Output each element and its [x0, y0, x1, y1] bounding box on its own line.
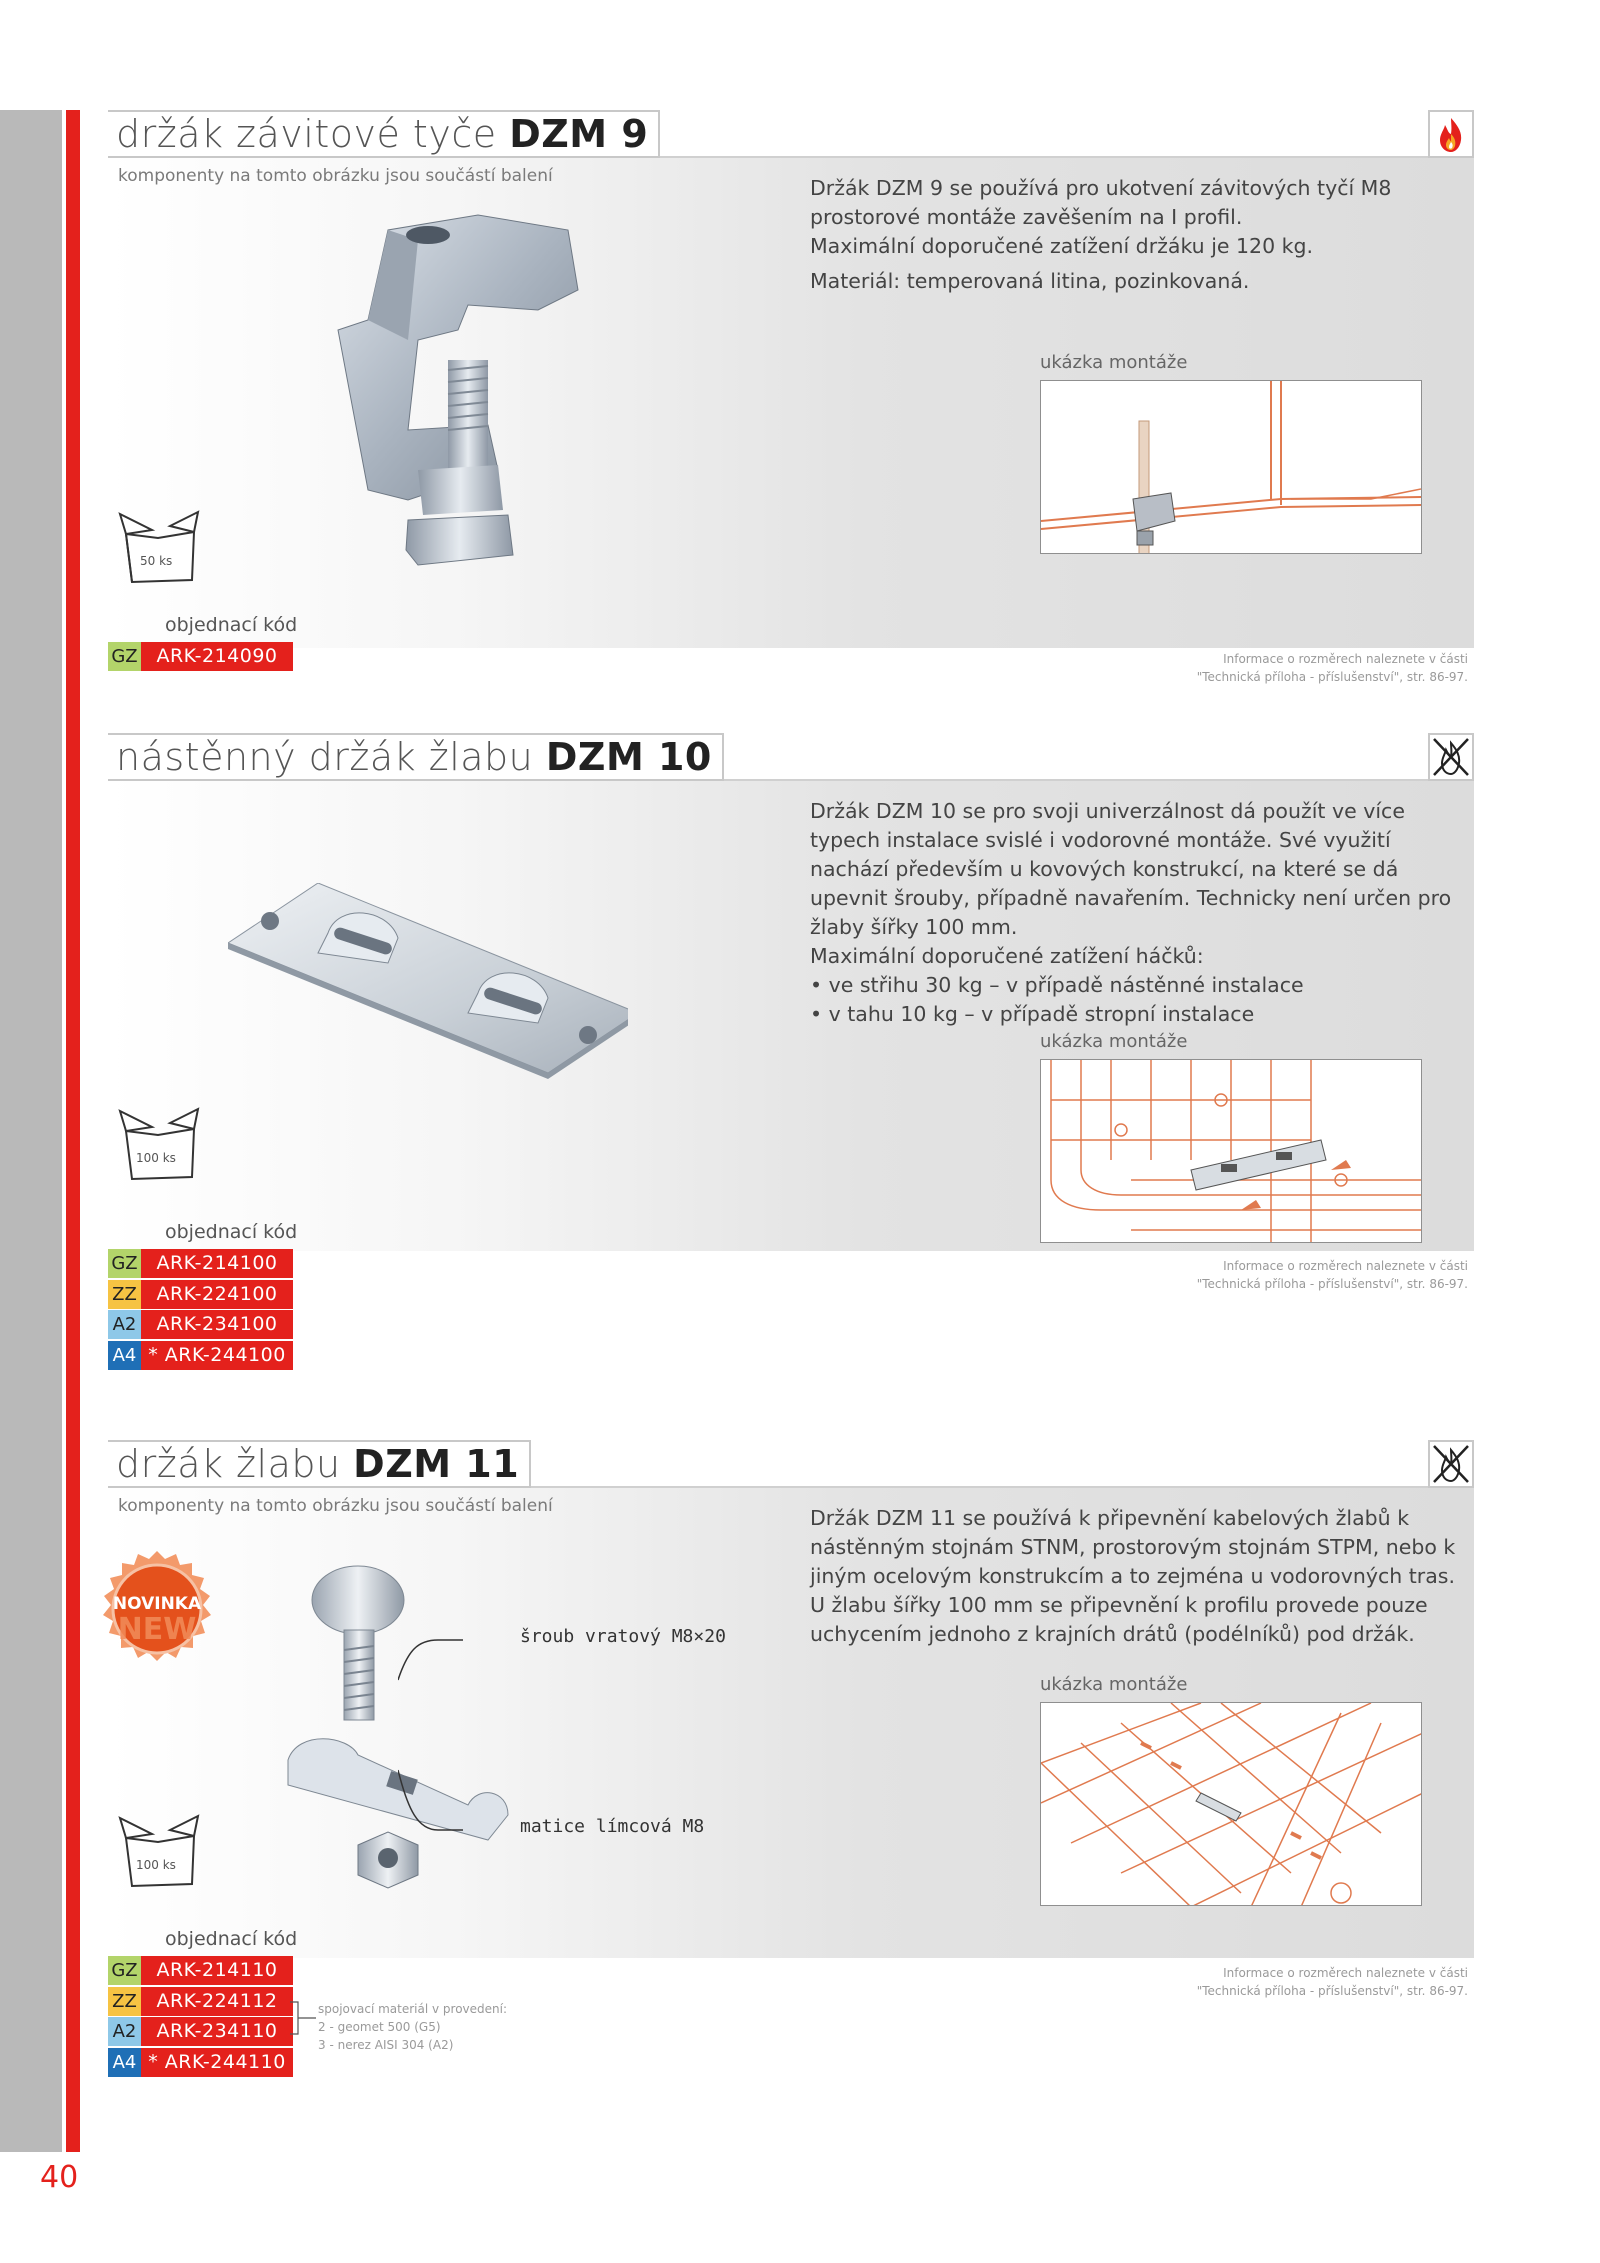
order-code-row: [108, 2048, 298, 2079]
package-icon: [118, 1812, 200, 1888]
code-variant-tag: GZ: [108, 1249, 141, 1278]
package-icon: [118, 508, 200, 584]
not-fire-resistant-icon: [1428, 1440, 1474, 1488]
order-code: ARK-214110: [141, 1956, 293, 1985]
title-light: nástěnný držák žlabu: [116, 735, 534, 779]
mount-illustration: [1040, 1059, 1422, 1243]
section-dzm10: [108, 733, 1474, 1373]
title-bold: DZM 11: [353, 1442, 520, 1486]
not-fire-resistant-icon: [1428, 733, 1474, 781]
order-codes: [108, 1249, 298, 1371]
order-code-label: objednací kód: [165, 1928, 298, 1950]
mount-label: ukázka montáže: [1040, 1031, 1188, 1052]
title-light: držák žlabu: [116, 1442, 341, 1486]
order-code-label: objednací kód: [165, 614, 298, 636]
order-code: ARK-234100: [141, 1310, 293, 1339]
package-qty: 50 ks: [140, 554, 173, 568]
info-note-line: Informace o rozměrech naleznete v části: [1223, 652, 1468, 666]
code-variant-tag: GZ: [108, 1956, 141, 1985]
spoj-bracket: [288, 2000, 318, 2040]
order-code: ARK-234110: [141, 2017, 293, 2046]
package-qty: 100 ks: [136, 1858, 176, 1872]
desc-line: Maximální doporučené zatížení držáku je 120 kg.: [810, 234, 1314, 258]
desc-line: Držák DZM 11 se používá k připevnění kabelových žlabů k nástěnným stojnám STNM, prostorovým stojnám STPM, nebo k jiným ocelovým konstrukcím a to zejména u vodorovných tras.: [810, 1506, 1456, 1588]
package-icon: [118, 1105, 200, 1181]
mount-illustration: [1040, 1702, 1422, 1906]
order-code: ARK-224100: [141, 1280, 293, 1309]
desc-line: Maximální doporučené zatížení háčků:: [810, 944, 1204, 968]
info-note-line: "Technická příloha - příslušenství", str. 86-97.: [1196, 1984, 1468, 1998]
side-red-bar: [66, 110, 80, 2152]
section-description: [810, 1504, 1470, 1649]
section-dzm11: [108, 1440, 1474, 2080]
title-bar: [108, 733, 1474, 781]
order-code-row: [108, 1249, 298, 1280]
desc-line: Držák DZM 10 se pro svoji univerzálnost dá použít ve více typech instalace svislé i vodorovné montáže. Své využití nachází především u kovových konstrukcí, na které se dá upevnit šrouby, případně navařením. Technicky není určen pro žlaby šířky 100 mm.: [810, 799, 1452, 939]
order-code-row: [108, 642, 298, 673]
novinka-text: NOVINKA: [112, 1594, 202, 1614]
spoj-note-line: 2 - geomet 500 (G5): [318, 2020, 441, 2034]
info-note-line: "Technická příloha - příslušenství", str. 86-97.: [1196, 1277, 1468, 1291]
code-variant-tag: ZZ: [108, 1280, 141, 1309]
desc-line: • ve střihu 30 kg – v případě nástěnné instalace: [810, 973, 1304, 997]
info-note-line: Informace o rozměrech naleznete v části: [1223, 1966, 1468, 1980]
order-code-row: [108, 1310, 298, 1341]
order-codes: [108, 1956, 298, 2078]
order-code: ARK-214090: [141, 642, 293, 671]
title-bold: DZM 9: [509, 112, 649, 156]
callout-screw: šroub vratový M8×20: [520, 1626, 726, 1647]
code-variant-tag: A4: [108, 1341, 141, 1370]
new-text: NEW: [117, 1612, 197, 1647]
mount-label: ukázka montáže: [1040, 352, 1188, 373]
connecting-material-note: [318, 2000, 507, 2054]
code-variant-tag: GZ: [108, 642, 141, 671]
code-variant-tag: ZZ: [108, 1987, 141, 2016]
order-code-label: objednací kód: [165, 1221, 298, 1243]
code-variant-tag: A4: [108, 2048, 141, 2077]
title-bar: [108, 110, 1474, 158]
section-title: [108, 1440, 531, 1488]
order-code-row: [108, 2017, 298, 2048]
section-title: [108, 733, 724, 781]
novinka-badge: [96, 1548, 218, 1670]
order-code-row: [108, 1280, 298, 1311]
callout-nut: matice límcová M8: [520, 1816, 705, 1837]
section-description: [810, 174, 1470, 296]
side-grey-bar: [0, 110, 62, 2152]
mount-label: ukázka montáže: [1040, 1674, 1188, 1695]
code-variant-tag: A2: [108, 1310, 141, 1339]
mount-illustration: [1040, 380, 1422, 554]
desc-line: • v tahu 10 kg – v případě stropní instalace: [810, 1002, 1255, 1026]
order-code-row: [108, 1987, 298, 2018]
desc-line: U žlabu šířky 100 mm se připevnění k profilu provede pouze uchycením jednoho z krajních drátů (podélníků) pod držák.: [810, 1593, 1428, 1646]
product-image-dzm10: [228, 883, 628, 1143]
order-code-row: [108, 1341, 298, 1372]
info-note-line: "Technická příloha - příslušenství", str. 86-97.: [1196, 670, 1468, 684]
order-codes: [108, 642, 298, 673]
title-bar: [108, 1440, 1474, 1488]
code-variant-tag: A2: [108, 2017, 141, 2046]
order-code: * ARK-244100: [141, 1341, 293, 1370]
spoj-note-line: spojovací materiál v provedení:: [318, 2002, 507, 2016]
section-subtitle: komponenty na tomto obrázku jsou součástí balení: [118, 166, 553, 186]
title-light: držák závitové tyče: [116, 112, 497, 156]
order-code: ARK-214100: [141, 1249, 293, 1278]
product-image-dzm9: [308, 210, 608, 590]
order-code: * ARK-244110: [141, 2048, 293, 2077]
order-code: ARK-224112: [141, 1987, 293, 2016]
desc-line: Držák DZM 9 se používá pro ukotvení závitových tyčí M8 prostorové montáže zavěšením na I profil.: [810, 176, 1392, 229]
page-number: 40: [40, 2160, 79, 2195]
info-note: [1197, 1964, 1468, 2000]
section-description: [810, 797, 1470, 1029]
title-bold: DZM 10: [545, 735, 712, 779]
spoj-note-line: 3 - nerez AISI 304 (A2): [318, 2038, 454, 2052]
info-note-line: Informace o rozměrech naleznete v části: [1223, 1259, 1468, 1273]
info-note: [1197, 650, 1468, 686]
section-dzm9: [108, 110, 1474, 700]
desc-line: Materiál: temperovaná litina, pozinkovaná.: [810, 269, 1250, 293]
order-code-row: [108, 1956, 298, 1987]
package-qty: 100 ks: [136, 1151, 176, 1165]
info-note: [1197, 1257, 1468, 1293]
fire-resistant-icon: [1428, 110, 1474, 158]
section-subtitle: komponenty na tomto obrázku jsou součástí balení: [118, 1496, 553, 1516]
section-title: [108, 110, 660, 158]
